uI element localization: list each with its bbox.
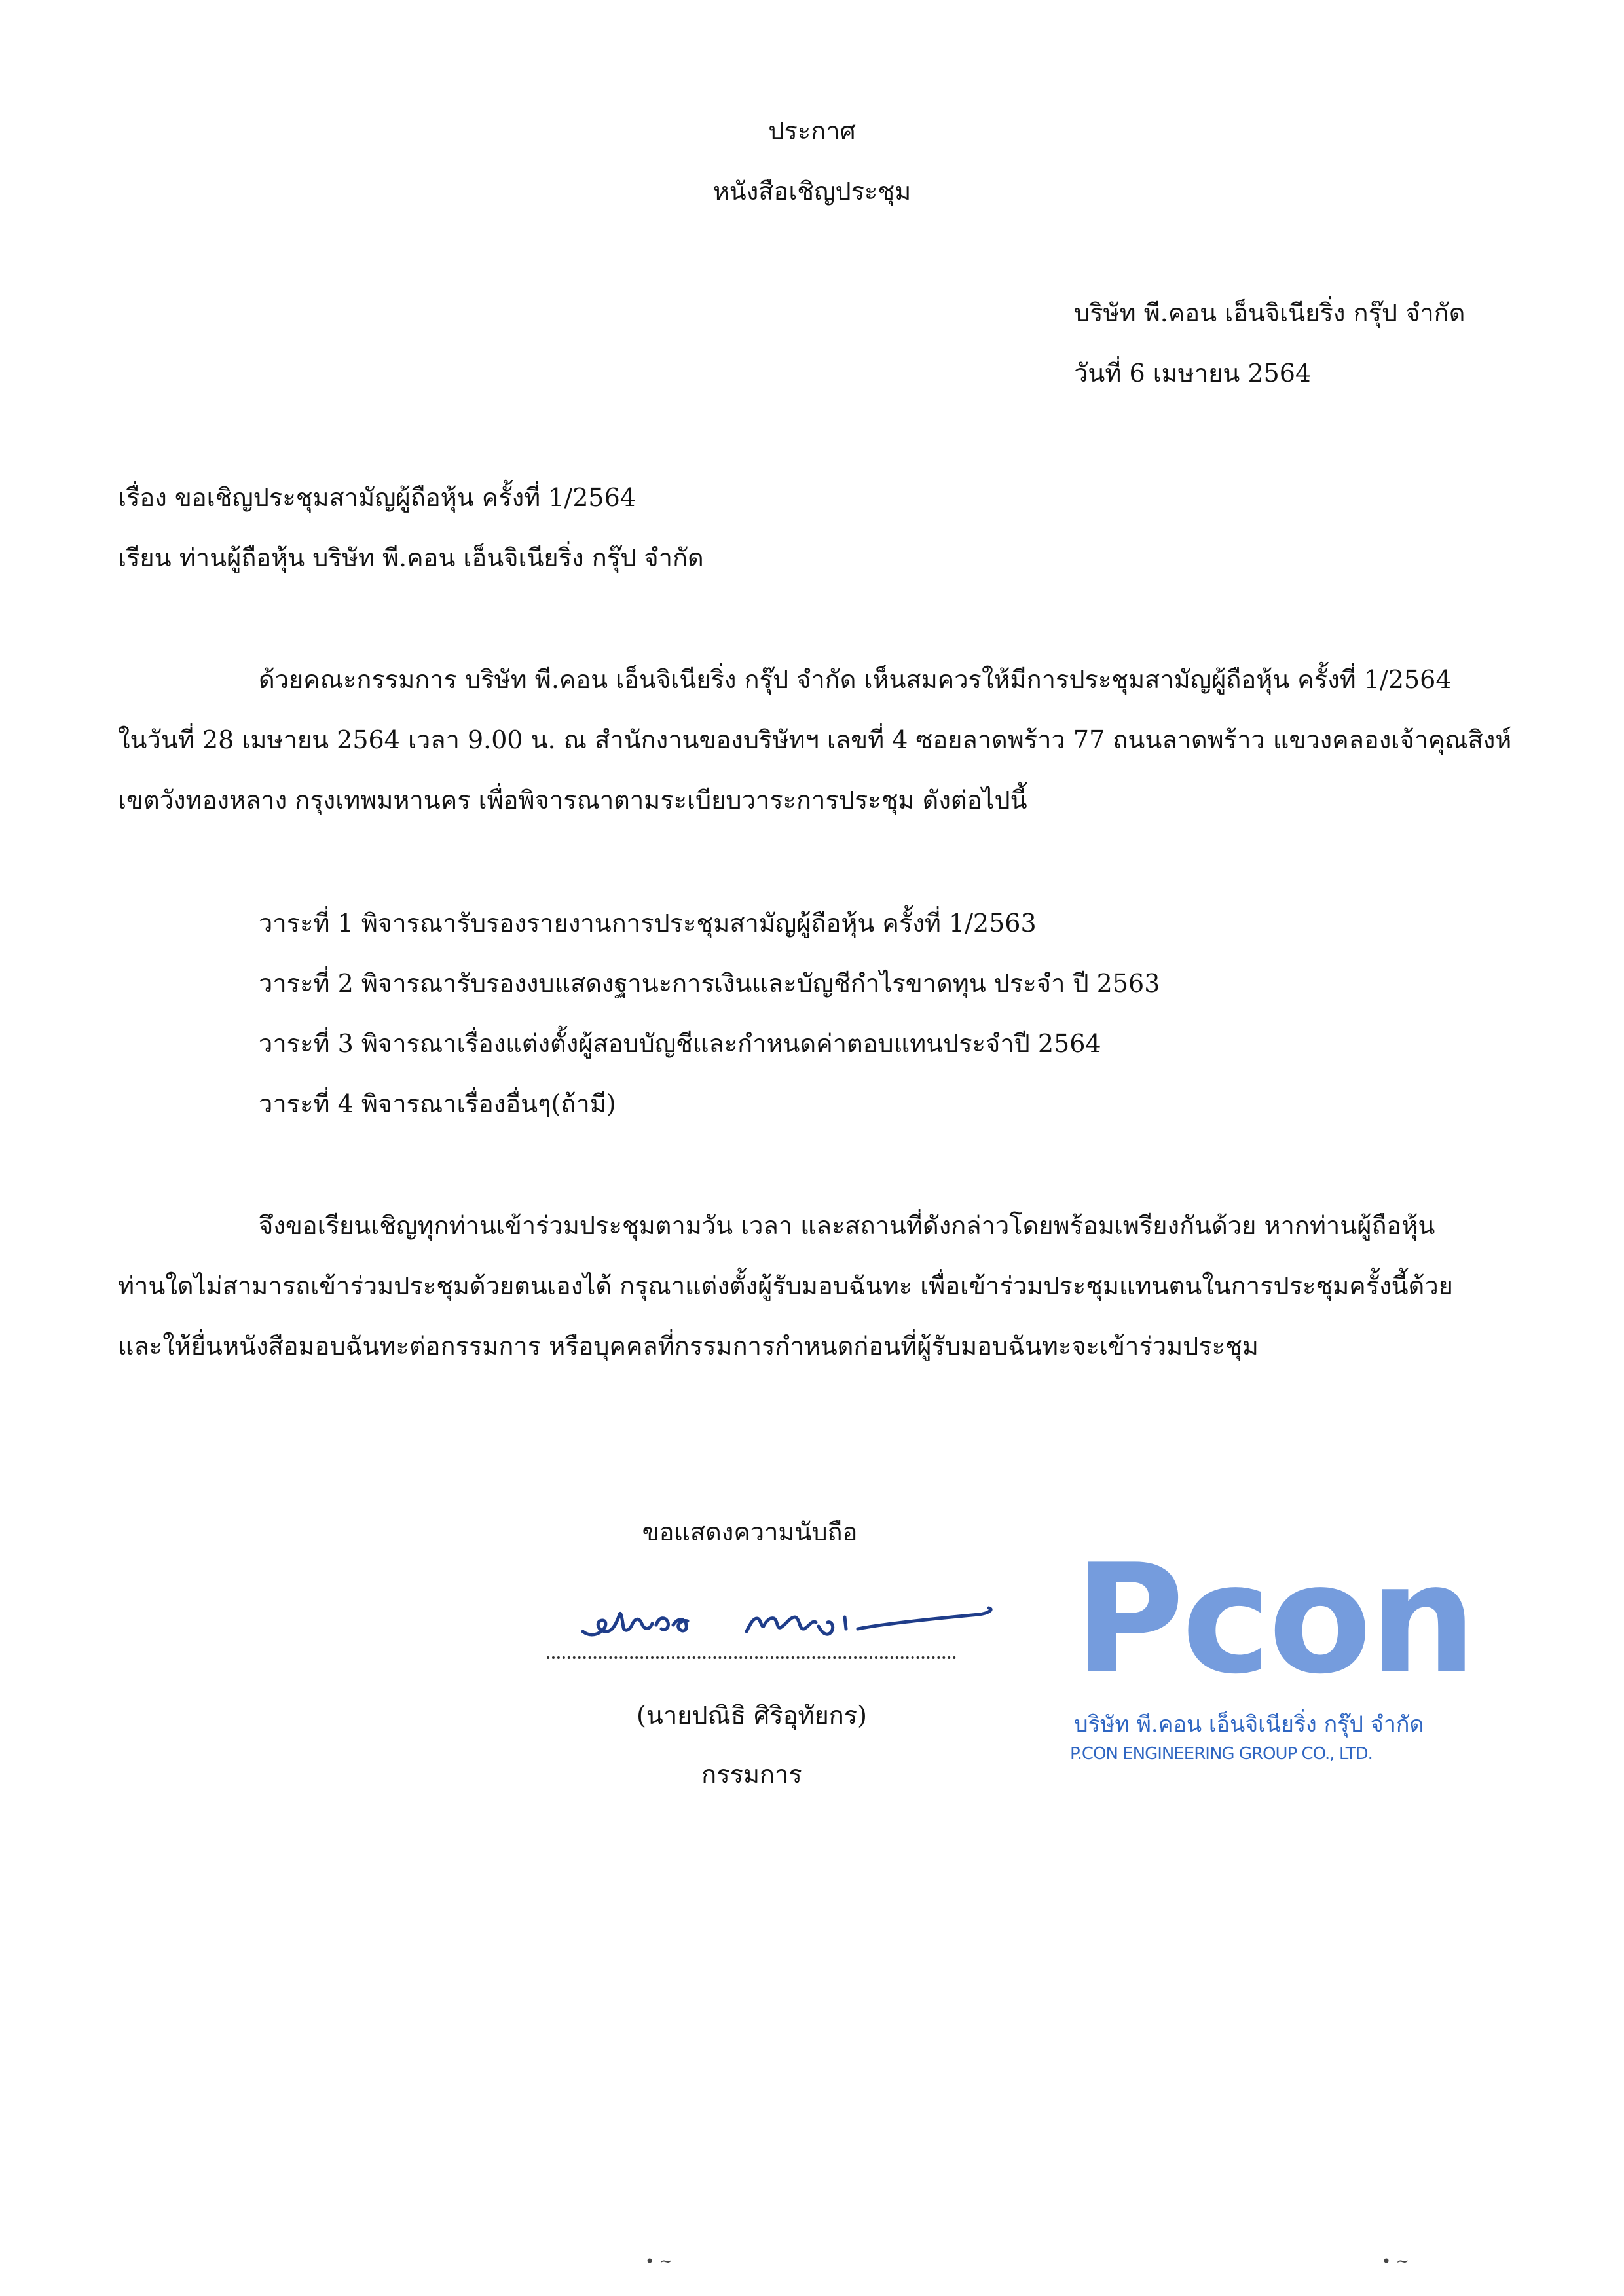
paragraph-2-line: ท่านใดไม่สามารถเข้าร่วมประชุมด้วยตนเองได้ กรุณาแต่งตั้งผู้รับมอบฉันทะ เพื่อเข้าร่วมประชุมแทนตนในการประชุมครั้งนี้ด้วย xyxy=(118,1271,1453,1300)
announcement-title: ประกาศ xyxy=(768,117,856,145)
recipient-line: เรียน ท่านผู้ถือหุ้น บริษัท พี.คอน เอ็นจิเนียริ่ง กรุ๊ป จำกัด xyxy=(118,543,704,572)
signer-name: (นายปณิธิ ศิริอุทัยกร) xyxy=(637,1701,867,1730)
paragraph-1-line: ในวันที่ 28 เมษายน 2564 เวลา 9.00 น. ณ สำนักงานของบริษัทฯ เลขที่ 4 ซอยลาดพร้าว 77 ถนนลาดพร้าว แขวงคลองเจ้าคุณสิงห์ xyxy=(118,725,1512,754)
paragraph-2-line: และให้ยื่นหนังสือมอบฉันทะต่อกรรมการ หรือบุคคลที่กรรมการกำหนดก่อนที่ผู้รับมอบฉันทะจะเข้าร่วมประชุม xyxy=(118,1332,1259,1360)
subject-line: เรื่อง ขอเชิญประชุมสามัญผู้ถือหุ้น ครั้งที่ 1/2564 xyxy=(118,483,636,512)
signer-title: กรรมการ xyxy=(701,1760,802,1789)
sender-company: บริษัท พี.คอน เอ็นจิเนียริ่ง กรุ๊ป จำกัด xyxy=(1074,299,1466,327)
footer-mark-right: • ~ xyxy=(1382,2252,1409,2270)
pcon-logo: Pcon xyxy=(1074,1533,1474,1707)
stamp-company-en: P.CON ENGINEERING GROUP CO., LTD. xyxy=(1070,1744,1373,1764)
paragraph-1-line: ด้วยคณะกรรมการ บริษัท พี.คอน เอ็นจิเนียริ่ง กรุ๊ป จำกัด เห็นสมควรให้มีการประชุมสามัญผู้ถือหุ้น ครั้งที่ 1/2564 xyxy=(259,665,1452,694)
company-stamp xyxy=(1070,1533,1474,1781)
paragraph-2-line: จึงขอเรียนเชิญทุกท่านเข้าร่วมประชุมตามวัน เวลา และสถานที่ดังกล่าวโดยพร้อมเพรียงกันด้วย หากท่านผู้ถือหุ้น xyxy=(259,1211,1435,1240)
document-date: วันที่ 6 เมษายน 2564 xyxy=(1074,359,1312,388)
signature-image xyxy=(570,1571,1002,1650)
agenda-item: วาระที่ 1 พิจารณารับรองรายงานการประชุมสามัญผู้ถือหุ้น ครั้งที่ 1/2563 xyxy=(259,909,1037,938)
closing-regards: ขอแสดงความนับถือ xyxy=(642,1518,858,1546)
paragraph-1-line: เขตวังทองหลาง กรุงเทพมหานคร เพื่อพิจารณาตามระเบียบวาระการประชุม ดังต่อไปนี้ xyxy=(118,786,1027,814)
stamp-company-th: บริษัท พี.คอน เอ็นจิเนียริ่ง กรุ๊ป จำกัด xyxy=(1074,1711,1424,1738)
footer-mark-left: • ~ xyxy=(645,2252,673,2270)
agenda-item: วาระที่ 4 พิจารณาเรื่องอื่นๆ(ถ้ามี) xyxy=(259,1089,616,1118)
agenda-item: วาระที่ 2 พิจารณารับรองงบแสดงฐานะการเงินและบัญชีกำไรขาดทุน ประจำ ปี 2563 xyxy=(259,969,1160,998)
agenda-item: วาระที่ 3 พิจารณาเรื่องแต่งตั้งผู้สอบบัญชีและกำหนดค่าตอบแทนประจำปี 2564 xyxy=(259,1029,1101,1058)
signature-line xyxy=(547,1656,956,1659)
document-subtitle: หนังสือเชิญประชุม xyxy=(712,177,912,206)
